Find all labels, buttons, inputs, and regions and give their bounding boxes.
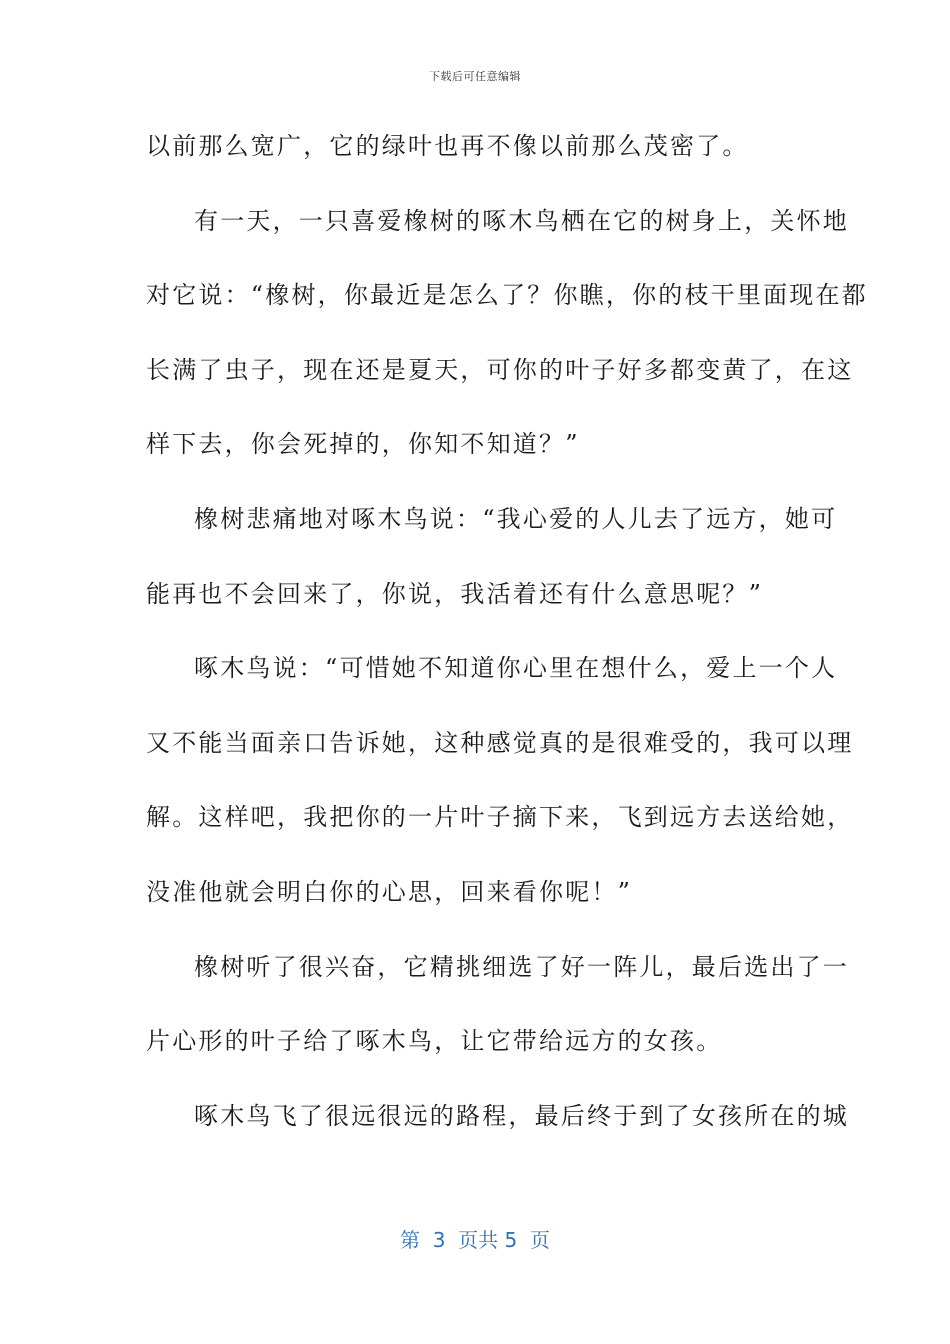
text-line: 橡树悲痛地对啄木鸟说：“我心爱的人儿去了远方，她可 bbox=[194, 504, 838, 533]
page-number-footer bbox=[0, 1224, 950, 1253]
text-line: 以前那么宽广，它的绿叶也再不像以前那么茂密了。 bbox=[146, 132, 749, 160]
document-body bbox=[146, 124, 868, 1168]
text-line: 啄木鸟说：“可惜她不知道你心里在想什么，爱上一个人 bbox=[194, 654, 838, 683]
text-line: 片心形的叶子给了啄木鸟，让它带给远方的女孩。 bbox=[146, 1027, 723, 1056]
text-line: 有一天，一只喜爱橡树的啄木鸟栖在它的树身上，关怀地 bbox=[194, 206, 849, 235]
text-line: 解。这样吧，我把你的一片叶子摘下来，飞到远方去送给她， bbox=[146, 803, 854, 832]
text-line: 没准他就会明白你的心思，回来看你呢！” bbox=[146, 877, 633, 906]
page-header-note: 下载后可任意编辑 bbox=[429, 70, 521, 83]
text-line: 啄木鸟飞了很远很远的路程，最后终于到了女孩所在的城 bbox=[194, 1101, 849, 1130]
text-line: 橡树听了很兴奋，它精挑细选了好一阵儿，最后选出了一 bbox=[194, 952, 849, 981]
text-line: 又不能当面亲口告诉她，这种感觉真的是很难受的，我可以理 bbox=[146, 728, 854, 757]
text-line: 样下去，你会死掉的，你知不知道？” bbox=[146, 430, 580, 459]
text-line: 对它说：“橡树，你最近是怎么了？你瞧，你的枝干里面现在都 bbox=[146, 281, 868, 310]
text-line: 长满了虫子，现在还是夏天，可你的叶子好多都变黄了，在这 bbox=[146, 355, 854, 384]
text-line: 能再也不会回来了，你说，我活着还有什么意思呢？” bbox=[146, 579, 764, 608]
page-number-label: 第 3 页共 5 页 bbox=[400, 1228, 550, 1252]
